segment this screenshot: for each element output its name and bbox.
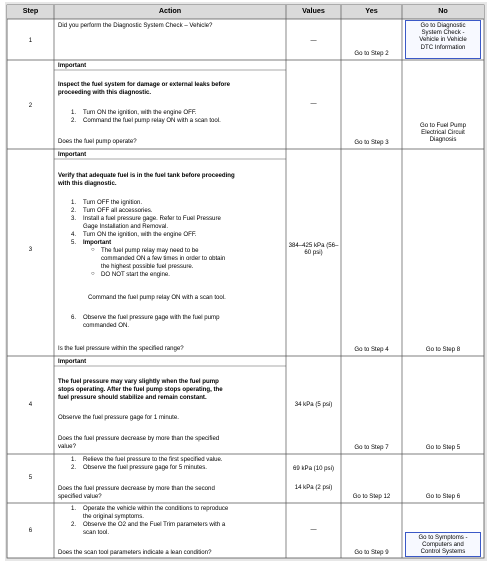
yes-link[interactable]: Go to Step 2 [354, 50, 389, 57]
value: — [310, 37, 317, 44]
action-question: Does the fuel pressure decrease by more than the specified [58, 435, 220, 442]
bullet-circle-icon: ○ [91, 271, 95, 277]
action-question: Does the fuel pump operate? [58, 138, 137, 145]
list-number: 3. [71, 215, 77, 222]
action-question: value? [58, 443, 76, 450]
action-question: Is the fuel pressure within the specified range? [58, 345, 184, 352]
yes-link[interactable]: Go to Step 12 [352, 493, 391, 500]
list-number: 2. [71, 207, 77, 214]
list-item: Turn OFF the ignition. [83, 199, 143, 206]
sub-list-item: DO NOT start the engine. [101, 271, 170, 278]
link-line: Diagnosis [429, 136, 457, 144]
list-item: Observe the O2 and the Fuel Trim parameters with a [83, 521, 226, 528]
list-number: 4. [71, 231, 77, 238]
list-item: Observe the fuel pressure gage with the fuel pump [83, 314, 220, 321]
link-line: System Check - [421, 29, 465, 37]
warning-text: fuel pressure should stabilize and remain constant. [58, 394, 207, 401]
list-number: 6. [71, 314, 77, 321]
link-line: Go to Fuel Pump [419, 122, 467, 129]
list-item: Turn OFF all accessories. [83, 207, 153, 214]
bullet-circle-icon: ○ [91, 247, 95, 253]
yes-link[interactable]: Go to Step 7 [354, 444, 389, 451]
step-number: 1 [28, 37, 33, 44]
link-line: DTC Information [420, 43, 466, 51]
header-step: Step [22, 6, 39, 15]
value: 69 kPa (10 psi) [293, 465, 334, 472]
list-number: 1. [71, 505, 77, 512]
list-item: Command the fuel pump relay ON with a scan tool. [83, 117, 221, 124]
list-item: Turn ON the ignition, with the engine OFF. [83, 109, 197, 116]
step-number: 5 [28, 474, 33, 481]
yes-link[interactable]: Go to Step 4 [354, 346, 389, 353]
list-item: commanded ON. [83, 322, 130, 329]
important-label: Important [58, 62, 87, 69]
sub-list-item: the highest possible fuel pressure. [101, 263, 194, 270]
list-item: Operate the vehicle within the conditions to reproduce [83, 505, 229, 512]
value-line: 60 psi) [304, 249, 323, 257]
no-link-diagnostic-system-check[interactable] [405, 20, 481, 59]
yes-link[interactable]: Go to Step 9 [354, 549, 389, 556]
important-label: Important [83, 239, 112, 246]
list-number: 2. [71, 117, 77, 124]
value-line: 384–425 kPa (56– [288, 242, 339, 249]
sub-list-item: The fuel pump relay may need to be [101, 247, 199, 254]
warning-text: proceeding with this diagnostic. [58, 89, 152, 96]
warning-text: Verify that adequate fuel is in the fuel tank before proceeding [58, 172, 235, 179]
value: — [310, 526, 317, 533]
list-number: 1. [71, 199, 77, 206]
list-item: Relieve the fuel pressure to the first specified value. [83, 456, 223, 463]
list-number: 1. [71, 456, 77, 463]
warning-text: The fuel pressure may vary slightly when the fuel pump [58, 378, 219, 385]
link-line: Vehicle in Vehicle [419, 36, 467, 44]
step-number: 3 [28, 246, 33, 253]
important-label: Important [58, 151, 87, 158]
no-link[interactable]: Go to Step 8 [425, 346, 461, 353]
yes-link[interactable]: Go to Step 3 [354, 139, 389, 146]
warning-text: stops operating. After the fuel pump stops operating, the [58, 386, 223, 393]
sub-list-item: commanded ON a few times in order to obtain [101, 255, 226, 262]
header-action: Action [158, 6, 182, 15]
action-question: specified value? [58, 493, 102, 500]
action-question: Does the fuel pressure decrease by more than the second [58, 485, 215, 492]
link-line: Computers and [422, 541, 464, 549]
link-line: Electrical Circuit [421, 129, 465, 137]
list-item: Observe the fuel pressure gage for 5 minutes. [83, 464, 207, 471]
header-yes: Yes [365, 6, 378, 15]
step-number: 2 [28, 102, 33, 109]
important-label: Important [58, 358, 87, 365]
value: 14 kPa (2 psi) [294, 484, 333, 491]
list-item: Install a fuel pressure gage. Refer to Fuel Pressure [83, 215, 221, 222]
step-number: 6 [28, 527, 33, 534]
action-question: Did you perform the Diagnostic System Check – Vehicle? [58, 22, 213, 29]
action-text: Observe the fuel pressure gage for 1 minute. [58, 414, 179, 421]
link-line: Control Systems [420, 548, 466, 556]
link-line: Go to Symptoms - [418, 534, 468, 541]
no-link-fuel-pump-circuit[interactable] [402, 122, 484, 144]
list-item: Turn ON the ignition, with the engine OFF. [83, 231, 197, 238]
value: 34 kPa (5 psi) [294, 401, 333, 408]
list-item: scan tool. [83, 529, 110, 536]
warning-text: with this diagnostic. [58, 180, 117, 187]
value: — [310, 100, 317, 107]
list-number: 5. [71, 239, 77, 246]
list-item: Gage Installation and Removal. [83, 223, 169, 230]
list-item: the original symptoms. [83, 513, 144, 520]
no-link[interactable]: Go to Step 5 [425, 444, 461, 451]
command-text: Command the fuel pump relay ON with a scan tool. [88, 294, 226, 301]
value [286, 242, 341, 256]
link-line: Go to Diagnostic [420, 22, 466, 29]
header-no: No [438, 6, 448, 15]
action-question: Does the scan tool parameters indicate a lean condition? [58, 549, 212, 556]
no-link-symptoms[interactable] [405, 532, 481, 557]
warning-text: Inspect the fuel system for damage or external leaks before [58, 81, 231, 88]
header-values: Values [302, 6, 325, 15]
list-number: 2. [71, 521, 77, 528]
step-number: 4 [28, 401, 33, 408]
no-link[interactable]: Go to Step 6 [425, 493, 461, 500]
list-number: 2. [71, 464, 77, 471]
list-number: 1. [71, 109, 77, 116]
